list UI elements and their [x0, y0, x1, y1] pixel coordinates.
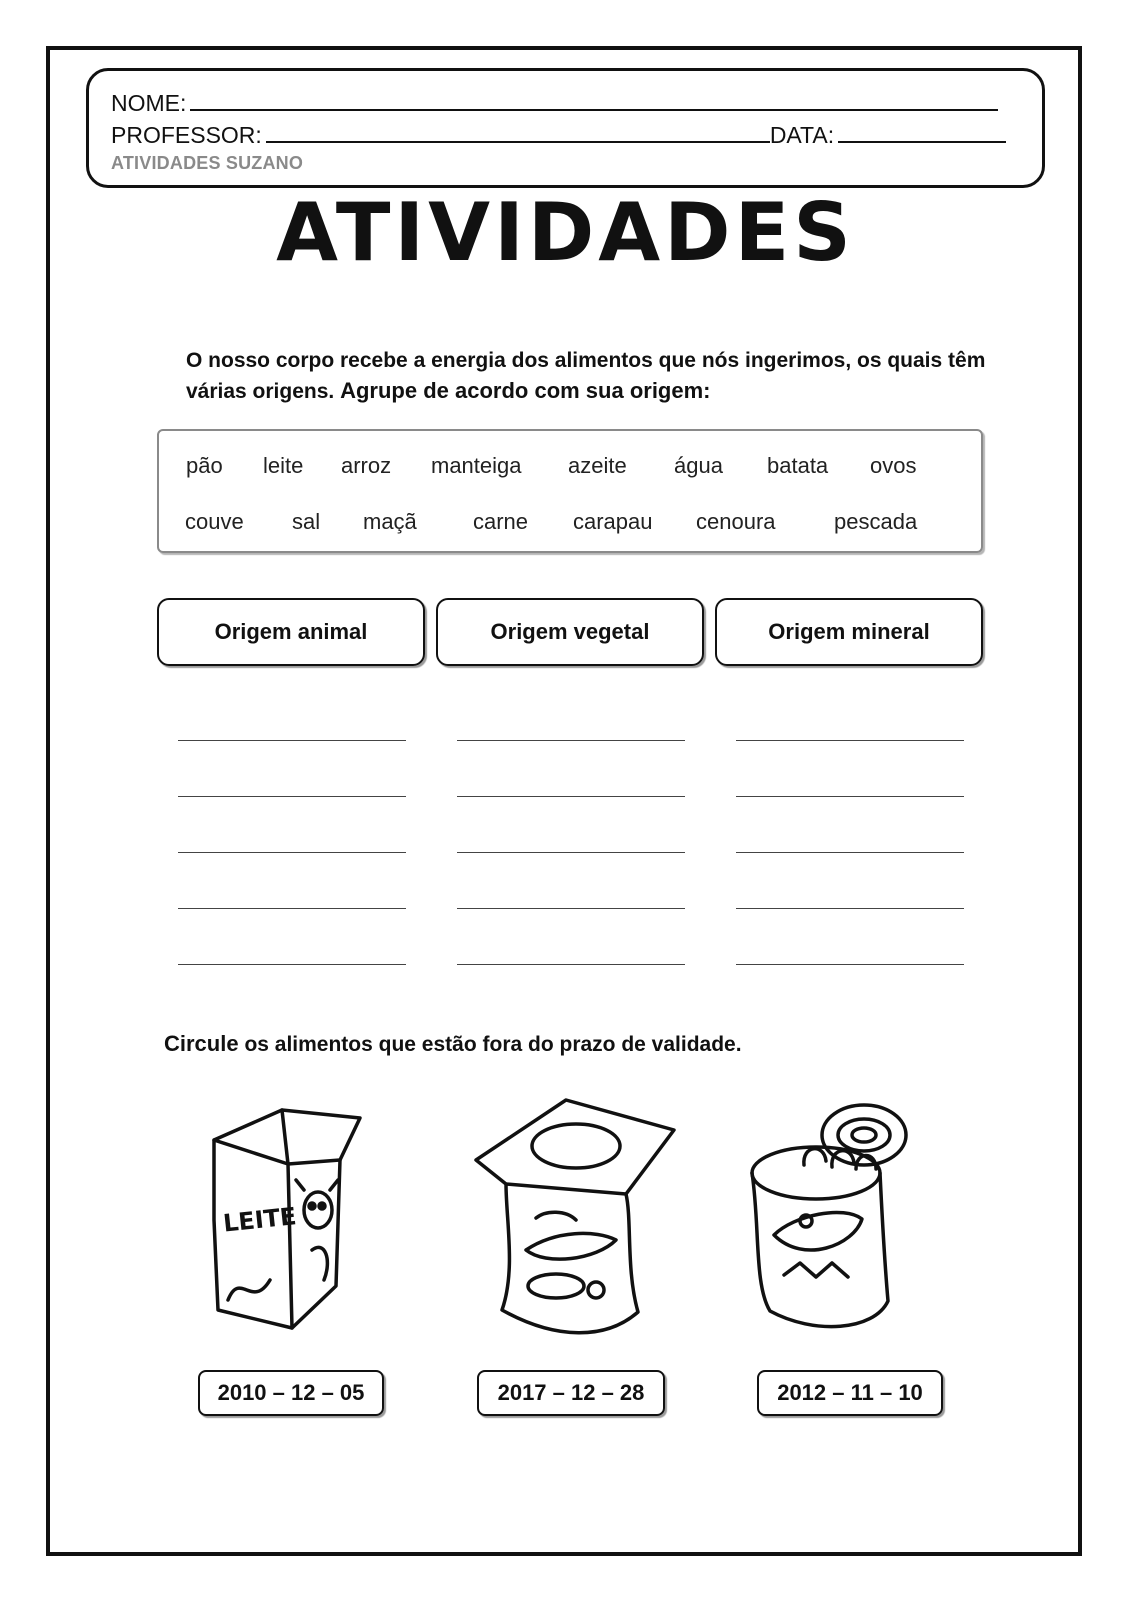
food-can-icon[interactable] [744, 1095, 944, 1345]
name-label: NOME: [111, 90, 187, 116]
word-item: carapau [573, 509, 653, 534]
answer-line-mineral[interactable] [736, 908, 964, 909]
date-field[interactable] [838, 119, 1006, 143]
name-field[interactable] [190, 87, 998, 111]
answer-line-mineral[interactable] [736, 796, 964, 797]
word-item: pão [186, 453, 223, 478]
teacher-line [111, 119, 1006, 149]
answer-line-animal[interactable] [178, 908, 406, 909]
word-item: água [674, 453, 723, 478]
circle-instruction [164, 1031, 742, 1057]
date-badge-can: 2012 – 11 – 10 [757, 1370, 943, 1416]
brand-label: ATIVIDADES SUZANO [111, 153, 304, 173]
circle-instruction-rest: os alimentos que estão fora do prazo de validade. [244, 1033, 742, 1056]
word-item: manteiga [431, 453, 522, 478]
answer-line-vegetal[interactable] [457, 964, 685, 965]
answer-line-mineral[interactable] [736, 740, 964, 741]
word-item: couve [185, 509, 244, 534]
teacher-field[interactable] [266, 119, 770, 143]
answer-line-vegetal[interactable] [457, 796, 685, 797]
date-label: DATA: [769, 122, 835, 148]
word-item: batata [767, 453, 829, 478]
answer-line-animal[interactable] [178, 796, 406, 797]
circle-instruction-verb: Circule [164, 1031, 239, 1056]
milk-carton-icon[interactable] [200, 1100, 380, 1340]
date-badge-yogurt: 2017 – 12 – 28 [477, 1370, 665, 1416]
word-item: azeite [568, 453, 627, 478]
page-title: ATIVIDADES [276, 186, 855, 279]
carton-label: LEITE [221, 1202, 298, 1238]
word-item: pescada [834, 509, 918, 534]
answer-line-animal[interactable] [178, 852, 406, 853]
instruction-text [186, 346, 1006, 407]
answer-line-animal[interactable] [178, 964, 406, 965]
answer-line-vegetal[interactable] [457, 852, 685, 853]
category-vegetal: Origem vegetal [436, 598, 704, 666]
date-badge-milk: 2010 – 12 – 05 [198, 1370, 384, 1416]
instruction-part2: Agrupe de acordo com sua origem: [340, 378, 711, 403]
answer-line-vegetal[interactable] [457, 740, 685, 741]
teacher-label: PROFESSOR: [111, 122, 262, 148]
category-mineral: Origem mineral [715, 598, 983, 666]
word-bank [157, 429, 983, 553]
answer-line-mineral[interactable] [736, 852, 964, 853]
word-item: maçã [363, 509, 417, 534]
answer-line-mineral[interactable] [736, 964, 964, 965]
instruction-part1: O nosso corpo recebe a energia dos alimentos que nós ingerimos, os quais têm várias origens. [186, 349, 986, 403]
answer-line-animal[interactable] [178, 740, 406, 741]
category-animal: Origem animal [157, 598, 425, 666]
name-line [111, 87, 998, 117]
word-item: sal [292, 509, 321, 534]
word-item: arroz [341, 453, 392, 478]
header-box [86, 68, 1045, 188]
word-item: carne [473, 509, 529, 534]
word-item: leite [263, 453, 304, 478]
yogurt-cup-icon[interactable] [466, 1090, 686, 1350]
answer-line-vegetal[interactable] [457, 908, 685, 909]
word-item: cenoura [696, 509, 776, 534]
word-item: ovos [870, 453, 917, 478]
